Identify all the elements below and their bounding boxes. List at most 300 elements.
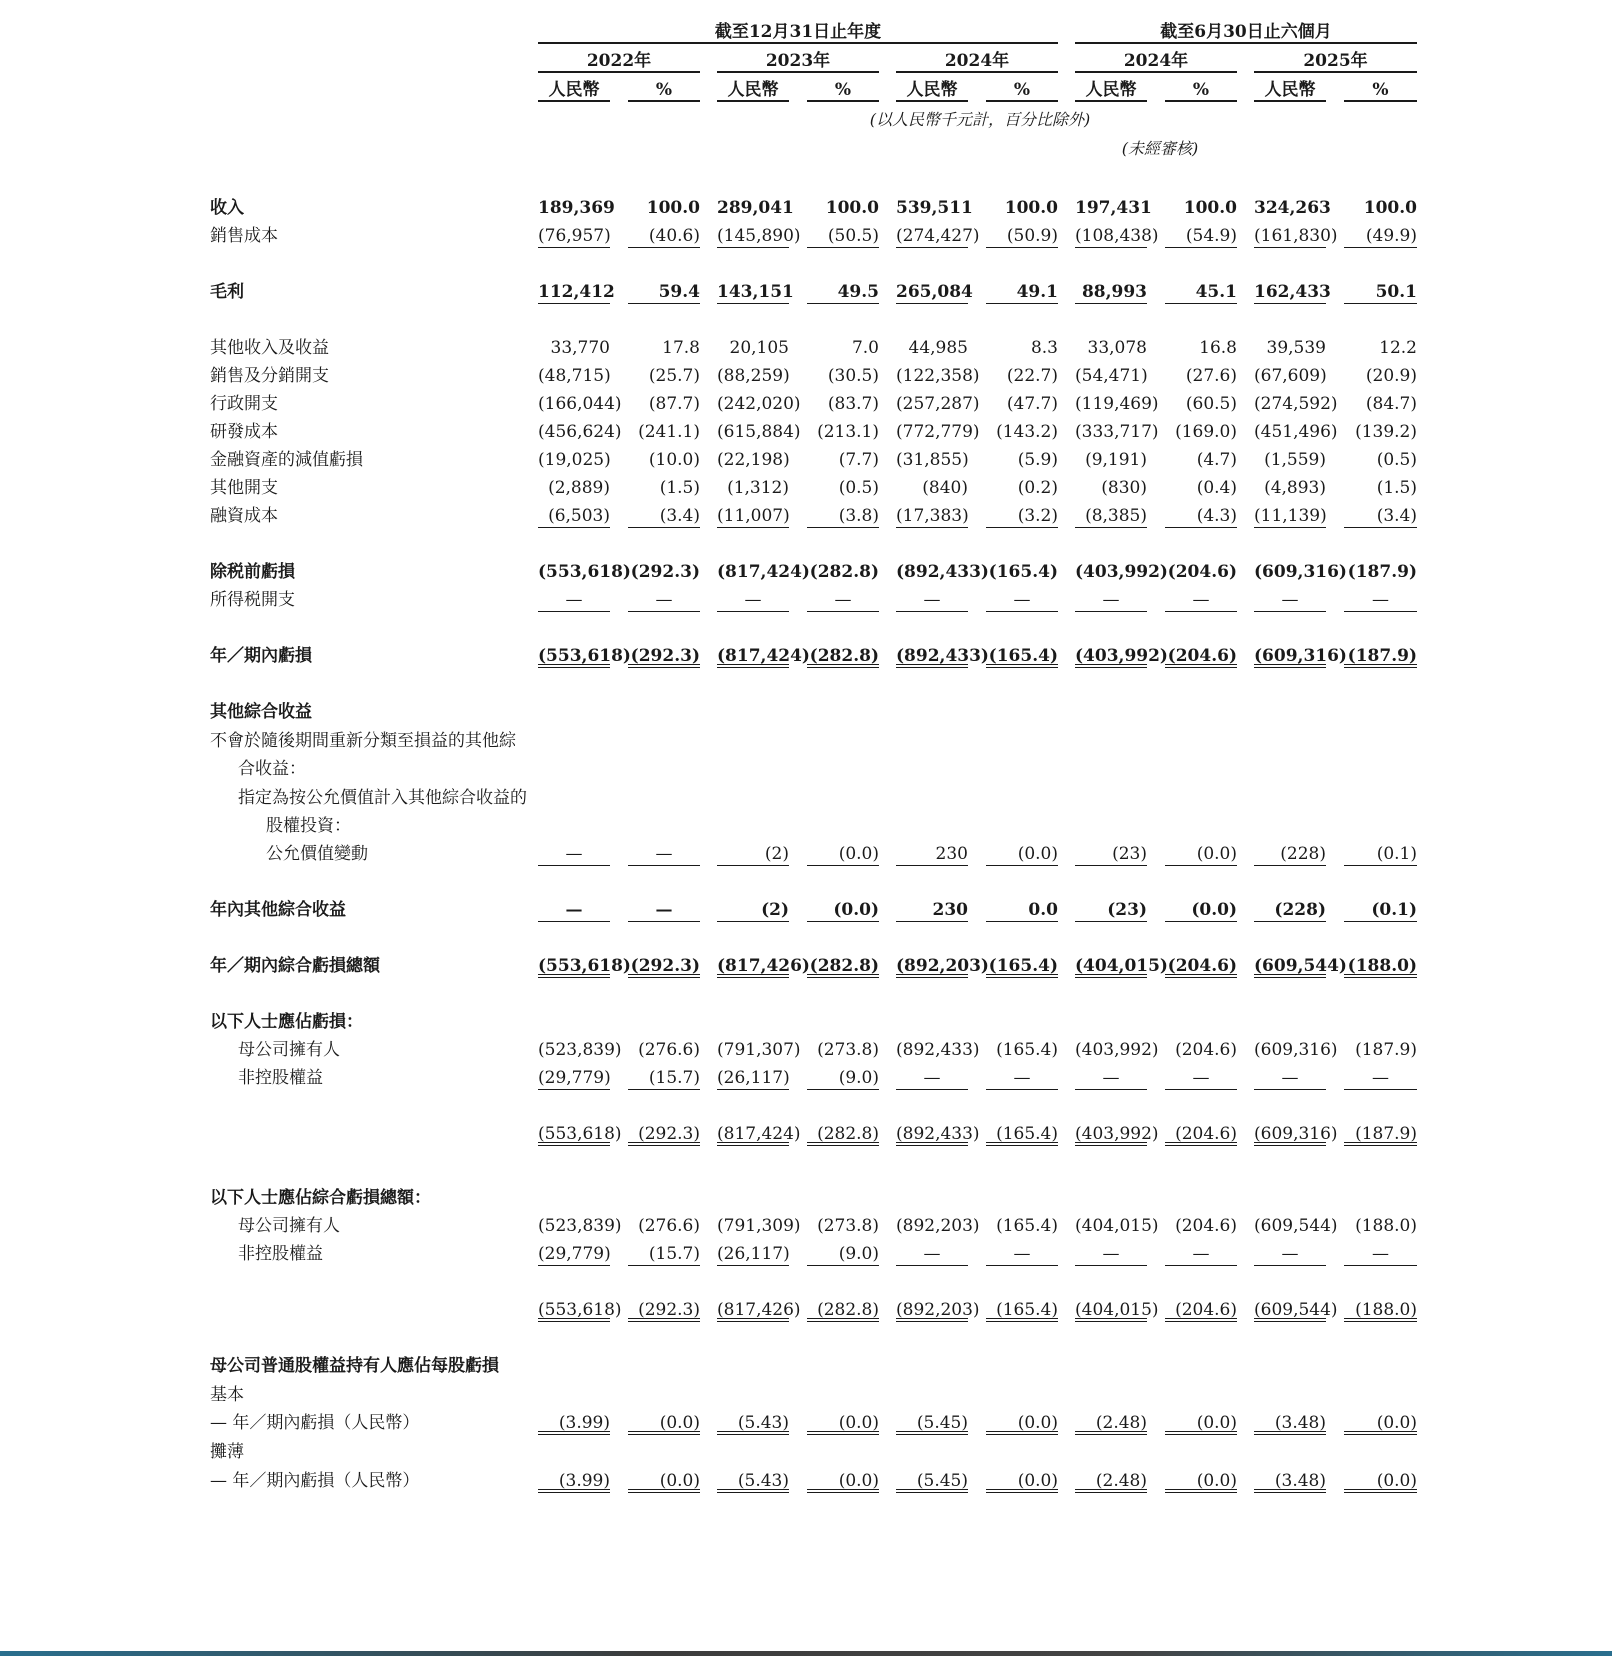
row-label: 不會於隨後期間重新分類至損益的其他綜 (210, 731, 516, 751)
table-row (0, 757, 1612, 785)
header-unit-rmb: 人民幣 (1254, 80, 1326, 102)
row-value: (609,316) (1254, 1040, 1338, 1060)
row-value: (1.5) (659, 478, 700, 498)
table-row (0, 1038, 1612, 1066)
row-value: (187.9) (1344, 1122, 1417, 1146)
row-value: (404,015) (1075, 1216, 1159, 1236)
row-value: 45.1 (1165, 280, 1237, 304)
row-value: (1,559) (1264, 450, 1326, 470)
row-value: (228) (1254, 898, 1326, 922)
row-value: (609,544) (1254, 956, 1347, 976)
row-value: (187.9) (1344, 644, 1417, 668)
table-row (0, 729, 1612, 757)
row-value: (892,433) (896, 1040, 980, 1060)
row-value: (3.99) (538, 1411, 610, 1435)
row-value: (27.6) (1185, 366, 1237, 386)
row-value: (403,992) (1075, 562, 1168, 582)
row-value: (3.99) (538, 1469, 610, 1493)
row-value: — (986, 588, 1058, 612)
table-row (0, 588, 1612, 616)
row-value: (204.6) (1165, 954, 1237, 978)
row-value: (76,957) (538, 226, 611, 246)
table-row (0, 1383, 1612, 1411)
row-label: 金融資產的減值虧損 (210, 450, 363, 470)
row-value: (609,544) (1254, 1216, 1338, 1236)
row-value: (0.0) (807, 842, 879, 866)
row-label: 研發成本 (210, 422, 278, 442)
row-value: (292.3) (628, 1122, 700, 1146)
row-value: (273.8) (817, 1040, 879, 1060)
row-value: 49.5 (807, 280, 879, 304)
row-value: (0.0) (1165, 1469, 1237, 1493)
row-value: (609,316) (1254, 562, 1347, 582)
row-value: (19,025) (538, 450, 611, 470)
table-row (0, 504, 1612, 532)
row-value: (282.8) (807, 1122, 879, 1146)
row-label: 基本 (210, 1385, 244, 1405)
table-row (0, 1066, 1612, 1094)
row-value: — (896, 588, 968, 612)
row-value: (892,203) (896, 1216, 980, 1236)
row-value: (10.0) (648, 450, 700, 470)
table-row (0, 954, 1612, 982)
row-value: 20,105 (729, 338, 789, 358)
row-value: (0.0) (807, 1469, 879, 1493)
table-row (0, 786, 1612, 814)
row-value: (161,830) (1254, 226, 1338, 246)
row-value: (404,015) (1075, 956, 1168, 976)
row-value: 49.1 (986, 280, 1058, 304)
row-value: (31,855) (896, 450, 969, 470)
row-value: (791,307) (717, 1040, 801, 1060)
row-value: — (538, 842, 610, 866)
row-value: (2.48) (1075, 1469, 1147, 1493)
row-value: (29,779) (538, 1244, 611, 1264)
row-value: (25.7) (648, 366, 700, 386)
table-row (0, 1354, 1612, 1382)
row-value: 33,078 (1087, 338, 1147, 358)
note-units: (以人民幣千元計，百分比除外) (869, 110, 1091, 129)
row-value: (292.3) (628, 954, 700, 978)
row-value: 50.1 (1344, 280, 1417, 304)
row-value: 100.0 (1183, 198, 1237, 218)
row-label: 合收益： (238, 759, 306, 779)
row-value: (145,890) (717, 226, 801, 246)
row-value: (817,426) (717, 956, 810, 976)
row-label: — 年／期內虧損（人民幣） (210, 1471, 420, 1491)
row-value: (4,893) (1264, 478, 1326, 498)
row-label: 母公司擁有人 (238, 1216, 340, 1236)
header-unit-rmb: 人民幣 (896, 80, 968, 102)
row-label: 以下人士應佔綜合虧損總額： (210, 1188, 431, 1208)
row-value: (15.7) (628, 1066, 700, 1090)
header-year-2022: 2022年 (538, 51, 700, 73)
table-row (0, 392, 1612, 420)
row-value: (23) (1075, 898, 1147, 922)
note-unaudited: (未經審核) (1121, 139, 1199, 158)
header-unit-rmb: 人民幣 (717, 80, 789, 102)
row-value: (0.0) (1344, 1411, 1417, 1435)
table-row (0, 1298, 1612, 1326)
header-unit-pct: % (807, 80, 879, 102)
row-value: 8.3 (1030, 338, 1058, 358)
row-value: 17.8 (662, 338, 700, 358)
row-value: (23) (1075, 842, 1147, 866)
row-value: (2,889) (548, 478, 610, 498)
row-value: (204.6) (1175, 1216, 1237, 1236)
row-value: (333,717) (1075, 422, 1159, 442)
row-value: (0.1) (1344, 898, 1417, 922)
row-label: 除税前虧損 (210, 562, 295, 582)
row-value: (5.45) (896, 1411, 968, 1435)
row-value: (8,385) (1075, 504, 1147, 528)
table-row (0, 196, 1612, 224)
row-label: 其他收入及收益 (210, 338, 329, 358)
row-value: (165.4) (986, 1122, 1058, 1146)
row-value: (22.7) (1006, 366, 1058, 386)
row-value: (228) (1254, 842, 1326, 866)
row-value: (609,316) (1254, 646, 1347, 666)
table-row (0, 1186, 1612, 1214)
table-row (0, 814, 1612, 842)
row-value: (456,624) (538, 422, 622, 442)
header-year-2024-annual: 2024年 (896, 51, 1058, 73)
row-label: 銷售及分銷開支 (210, 366, 329, 386)
row-value: (54,471) (1075, 366, 1148, 386)
row-value: (9,191) (1085, 450, 1147, 470)
row-value: 88,993 (1075, 280, 1147, 304)
row-value: (0.5) (1376, 450, 1417, 470)
row-value: — (1254, 588, 1326, 612)
header-unit-pct: % (628, 80, 700, 102)
row-value: — (628, 588, 700, 612)
row-value: 324,263 (1254, 198, 1331, 218)
row-value: (50.5) (807, 224, 879, 248)
row-value: (88,259) (717, 366, 790, 386)
row-value: (188.0) (1355, 1216, 1417, 1236)
row-value: (830) (1101, 478, 1147, 498)
row-value: — (1344, 1066, 1417, 1090)
row-value: — (1344, 588, 1417, 612)
row-value: (0.5) (838, 478, 879, 498)
row-value: 0.0 (986, 898, 1058, 922)
header-unit-rmb: 人民幣 (538, 80, 610, 102)
row-value: (9.0) (807, 1066, 879, 1090)
header-year-2023: 2023年 (717, 51, 879, 73)
header-unit-rmb: 人民幣 (1075, 80, 1147, 102)
table-row (0, 644, 1612, 672)
row-value: — (717, 588, 789, 612)
row-value: — (538, 898, 610, 922)
row-value: — (807, 588, 879, 612)
table-row (0, 842, 1612, 870)
table-row (0, 560, 1612, 588)
table-row (0, 1411, 1612, 1439)
row-value: 7.0 (851, 338, 879, 358)
table-row (0, 420, 1612, 448)
row-value: (553,618) (538, 562, 631, 582)
row-value: (54.9) (1165, 224, 1237, 248)
row-value: (553,618) (538, 646, 631, 666)
row-value: 100.0 (825, 198, 879, 218)
row-value: — (896, 1066, 968, 1090)
table-row (0, 280, 1612, 308)
row-value: — (1165, 588, 1237, 612)
row-value: (188.0) (1344, 1298, 1417, 1322)
row-value: 230 (896, 842, 968, 866)
row-value: (48,715) (538, 366, 611, 386)
table-row (0, 1440, 1612, 1468)
row-value: (292.3) (628, 644, 700, 668)
row-value: (26,117) (717, 1244, 790, 1264)
row-value: (817,426) (717, 1300, 801, 1320)
row-value: (4.3) (1165, 504, 1237, 528)
row-value: (47.7) (1006, 394, 1058, 414)
row-value: (4.7) (1196, 450, 1237, 470)
row-value: (165.4) (986, 644, 1058, 668)
row-label: 非控股權益 (238, 1068, 323, 1088)
row-value: (204.6) (1175, 1040, 1237, 1060)
row-value: (0.0) (628, 1411, 700, 1435)
row-value: (187.9) (1347, 562, 1417, 582)
row-label: 指定為按公允價值計入其他綜合收益的 (238, 788, 527, 808)
row-value: 197,431 (1075, 198, 1152, 218)
row-value: (403,992) (1075, 1124, 1159, 1144)
row-value: (26,117) (717, 1068, 790, 1088)
row-value: — (986, 1066, 1058, 1090)
row-value: (20.9) (1365, 366, 1417, 386)
row-value: — (628, 898, 700, 922)
row-label: 公允價值變動 (266, 844, 368, 864)
row-value: (3.48) (1254, 1469, 1326, 1493)
row-label: 母公司普通股權益持有人應佔每股虧損 (210, 1356, 499, 1376)
row-value: (143.2) (996, 422, 1058, 442)
row-value: (15.7) (628, 1242, 700, 1266)
row-value: (5.43) (717, 1469, 789, 1493)
row-value: (0.0) (807, 1411, 879, 1435)
row-value: (615,884) (717, 422, 801, 442)
row-value: (204.6) (1165, 644, 1237, 668)
row-value: (5.43) (717, 1411, 789, 1435)
table-row (0, 364, 1612, 392)
row-value: — (628, 842, 700, 866)
row-value: (3.2) (986, 504, 1058, 528)
table-row (0, 1122, 1612, 1150)
row-value: (772,779) (896, 422, 980, 442)
row-value: (609,544) (1254, 1300, 1338, 1320)
row-label: — 年／期內虧損（人民幣） (210, 1413, 420, 1433)
row-value: — (1075, 588, 1147, 612)
row-value: 12.2 (1379, 338, 1417, 358)
row-value: (892,203) (896, 1300, 980, 1320)
table-row (0, 1010, 1612, 1038)
row-value: (11,007) (717, 506, 790, 526)
row-value: (29,779) (538, 1068, 611, 1088)
row-value: (5.45) (896, 1469, 968, 1493)
row-label: 行政開支 (210, 394, 278, 414)
table-row (0, 1469, 1612, 1497)
row-value: (7.7) (838, 450, 879, 470)
row-label: 毛利 (210, 282, 244, 302)
table-row (0, 700, 1612, 728)
row-value: — (986, 1242, 1058, 1266)
row-value: 100.0 (1004, 198, 1058, 218)
table-row (0, 1214, 1612, 1242)
row-value: (0.0) (986, 1469, 1058, 1493)
row-value: (17,383) (896, 506, 969, 526)
row-value: 59.4 (628, 280, 700, 304)
row-value: (165.4) (996, 1216, 1058, 1236)
row-label: 年／期內綜合虧損總額 (210, 956, 380, 976)
row-value: (11,139) (1254, 506, 1327, 526)
row-value: (257,287) (896, 394, 980, 414)
row-value: (0.0) (986, 842, 1058, 866)
row-value: (0.4) (1196, 478, 1237, 498)
row-value: (187.9) (1355, 1040, 1417, 1060)
row-value: (165.4) (988, 562, 1058, 582)
row-value: (169.0) (1175, 422, 1237, 442)
row-value: (403,992) (1075, 1040, 1159, 1060)
row-value: (40.6) (628, 224, 700, 248)
row-value: (3.8) (807, 504, 879, 528)
row-value: (165.4) (996, 1040, 1058, 1060)
row-value: (108,438) (1075, 226, 1159, 246)
row-value: (204.6) (1165, 1298, 1237, 1322)
row-value: (523,839) (538, 1216, 622, 1236)
row-value: (9.0) (807, 1242, 879, 1266)
row-value: (1,312) (727, 478, 789, 498)
header-unit-pct: % (1165, 80, 1237, 102)
row-value: (892,433) (896, 646, 989, 666)
header-year-2024-interim: 2024年 (1075, 51, 1237, 73)
row-value: — (896, 1242, 968, 1266)
row-value: (165.4) (986, 1298, 1058, 1322)
table-row (0, 336, 1612, 364)
row-value: (0.0) (1165, 1411, 1237, 1435)
header-annual-group: 截至12月31日止年度 (538, 22, 1058, 44)
row-value: 16.8 (1199, 338, 1237, 358)
row-value: (276.6) (638, 1216, 700, 1236)
row-value: (282.8) (809, 562, 879, 582)
row-value: (292.3) (630, 562, 700, 582)
row-value: (892,433) (896, 1124, 980, 1144)
row-value: (403,992) (1075, 646, 1168, 666)
row-label: 收入 (210, 198, 244, 218)
row-value: (60.5) (1185, 394, 1237, 414)
row-value: (22,198) (717, 450, 790, 470)
row-label: 融資成本 (210, 506, 278, 526)
row-value: (274,592) (1254, 394, 1338, 414)
row-value: 33,770 (550, 338, 610, 358)
row-label: 母公司擁有人 (238, 1040, 340, 1060)
row-value: (817,424) (717, 646, 810, 666)
row-value: (3.4) (1344, 504, 1417, 528)
header-interim-group: 截至6月30日止六個月 (1075, 22, 1417, 44)
row-value: (2.48) (1075, 1411, 1147, 1435)
row-value: (273.8) (817, 1216, 879, 1236)
row-value: (0.0) (986, 1411, 1058, 1435)
row-value: (292.3) (628, 1298, 700, 1322)
row-value: (892,433) (896, 562, 989, 582)
row-value: — (1075, 1066, 1147, 1090)
row-value: — (1254, 1242, 1326, 1266)
row-label: 其他綜合收益 (210, 702, 312, 722)
row-value: (274,427) (896, 226, 980, 246)
row-value: (282.8) (807, 644, 879, 668)
row-value: (276.6) (638, 1040, 700, 1060)
row-value: 39,539 (1266, 338, 1326, 358)
row-value: 100.0 (1363, 198, 1417, 218)
row-value: (2) (717, 898, 789, 922)
row-value: (3.48) (1254, 1411, 1326, 1435)
row-value: — (1344, 1242, 1417, 1266)
row-value: (0.0) (628, 1469, 700, 1493)
row-value: 230 (896, 898, 968, 922)
row-value: (791,309) (717, 1216, 801, 1236)
row-value: (892,203) (896, 956, 989, 976)
row-value: (241.1) (638, 422, 700, 442)
row-value: (30.5) (827, 366, 879, 386)
row-value: (188.0) (1344, 954, 1417, 978)
row-value: (553,618) (538, 1124, 622, 1144)
row-value: (83.7) (827, 394, 879, 414)
table-row (0, 1242, 1612, 1270)
row-value: 100.0 (646, 198, 700, 218)
row-value: (165.4) (986, 954, 1058, 978)
row-value: (817,424) (717, 1124, 801, 1144)
header-unit-pct: % (986, 80, 1058, 102)
row-value: (0.1) (1344, 842, 1417, 866)
row-value: (204.6) (1165, 1122, 1237, 1146)
row-value: 265,084 (896, 282, 973, 302)
row-value: (84.7) (1365, 394, 1417, 414)
row-label: 所得税開支 (210, 590, 295, 610)
row-value: (2) (717, 842, 789, 866)
row-value: (1.5) (1376, 478, 1417, 498)
row-value: (3.4) (628, 504, 700, 528)
row-value: (282.8) (807, 1298, 879, 1322)
row-value: (404,015) (1075, 1300, 1159, 1320)
row-value: (119,469) (1075, 394, 1159, 414)
row-label: 其他開支 (210, 478, 278, 498)
row-value: (67,609) (1254, 366, 1327, 386)
row-value: — (1254, 1066, 1326, 1090)
table-row (0, 898, 1612, 926)
header-year-2025-interim: 2025年 (1254, 51, 1417, 73)
row-value: (523,839) (538, 1040, 622, 1060)
row-value: (0.0) (1165, 898, 1237, 922)
row-label: 銷售成本 (210, 226, 278, 246)
table-row (0, 448, 1612, 476)
row-value: — (1165, 1242, 1237, 1266)
row-value: (139.2) (1355, 422, 1417, 442)
table-row (0, 476, 1612, 504)
row-value: (166,044) (538, 394, 622, 414)
row-label: 攤薄 (210, 1442, 244, 1462)
row-value: (609,316) (1254, 1124, 1338, 1144)
row-value: (451,496) (1254, 422, 1338, 442)
row-value: (840) (922, 478, 968, 498)
header-unit-pct: % (1344, 80, 1417, 102)
row-value: (213.1) (817, 422, 879, 442)
row-value: (553,618) (538, 956, 631, 976)
row-value: 539,511 (896, 198, 973, 218)
row-value: 162,433 (1254, 282, 1331, 302)
row-value: (122,358) (896, 366, 980, 386)
row-value: (242,020) (717, 394, 801, 414)
row-label: 股權投資： (266, 816, 351, 836)
row-value: (87.7) (648, 394, 700, 414)
